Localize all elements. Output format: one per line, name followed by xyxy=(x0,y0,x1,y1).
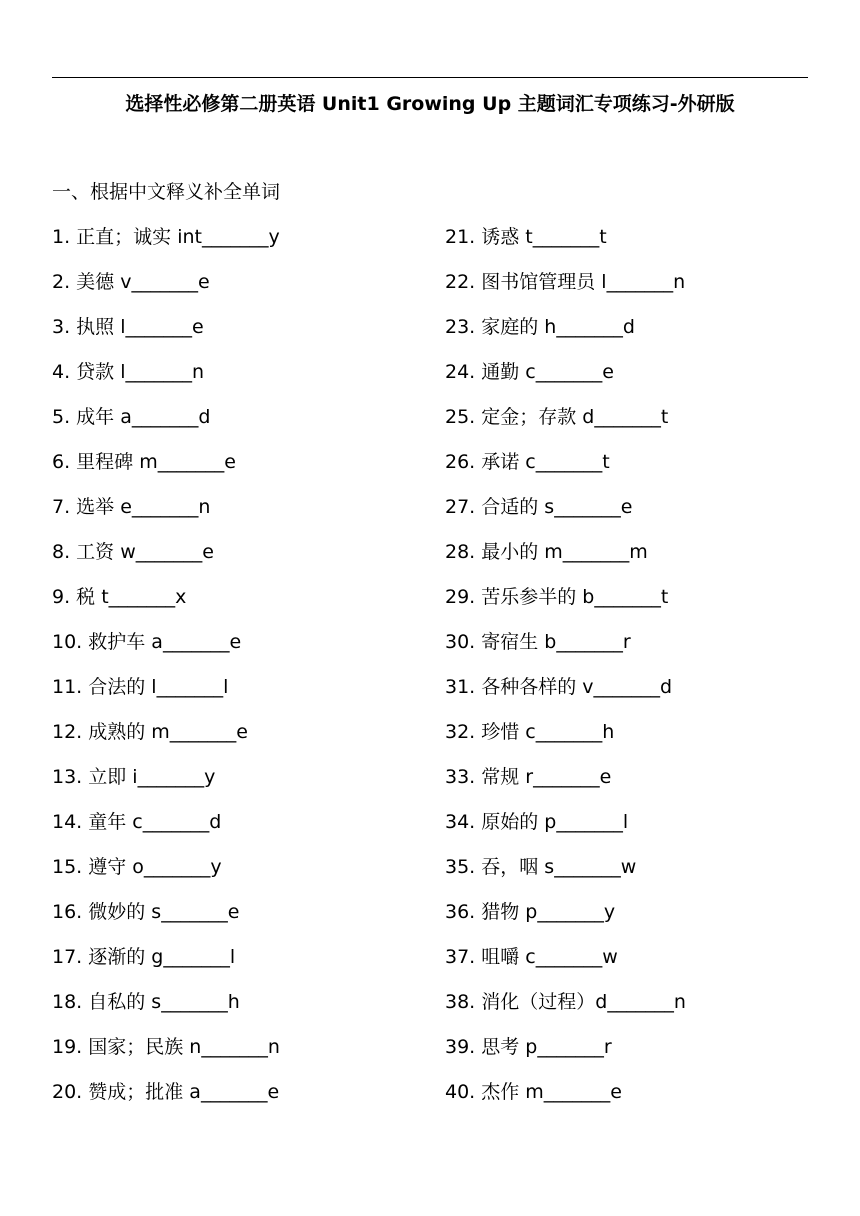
document-title: 选择性必修第二册英语 Unit1 Growing Up 主题词汇专项练习-外研版 xyxy=(125,93,735,115)
header-rule xyxy=(52,77,808,78)
exercise-item: 23. 家庭的 h_______d xyxy=(445,316,635,338)
exercise-item: 7. 选举 e_______n xyxy=(52,496,211,518)
exercise-item: 5. 成年 a_______d xyxy=(52,406,211,428)
exercise-item: 28. 最小的 m_______m xyxy=(445,541,648,563)
exercise-item: 10. 救护车 a_______e xyxy=(52,631,242,653)
exercise-item: 16. 微妙的 s_______e xyxy=(52,901,240,923)
exercise-item: 14. 童年 c_______d xyxy=(52,811,222,833)
exercise-item: 24. 通勤 c_______e xyxy=(445,361,614,383)
exercise-item: 19. 国家；民族 n_______n xyxy=(52,1036,280,1058)
exercise-item: 35. 吞，咽 s_______w xyxy=(445,856,637,878)
exercise-item: 11. 合法的 l_______l xyxy=(52,676,229,698)
section-heading: 一、根据中文释义补全单词 xyxy=(52,181,281,203)
exercise-item: 9. 税 t_______x xyxy=(52,586,187,608)
exercise-item: 36. 猎物 p_______y xyxy=(445,901,616,923)
exercise-item: 34. 原始的 p_______l xyxy=(445,811,629,833)
exercise-column-right xyxy=(445,223,825,1123)
exercise-item: 27. 合适的 s_______e xyxy=(445,496,633,518)
exercise-item: 32. 珍惜 c_______h xyxy=(445,721,615,743)
exercise-item: 1. 正直；诚实 int_______y xyxy=(52,226,280,248)
exercise-item: 29. 苦乐参半的 b_______t xyxy=(445,586,669,608)
exercise-item: 17. 逐渐的 g_______l xyxy=(52,946,236,968)
exercise-item: 40. 杰作 m_______e xyxy=(445,1081,622,1103)
exercise-item: 13. 立即 i_______y xyxy=(52,766,216,788)
exercise-item: 18. 自私的 s_______h xyxy=(52,991,240,1013)
exercise-item: 3. 执照 l_______e xyxy=(52,316,204,338)
exercise-item: 4. 贷款 l_______n xyxy=(52,361,205,383)
exercise-item: 12. 成熟的 m_______e xyxy=(52,721,248,743)
exercise-item: 6. 里程碑 m_______e xyxy=(52,451,236,473)
exercise-item: 21. 诱惑 t_______t xyxy=(445,226,607,248)
exercise-item: 30. 寄宿生 b_______r xyxy=(445,631,631,653)
exercise-column-left xyxy=(52,223,432,1123)
exercise-item: 26. 承诺 c_______t xyxy=(445,451,610,473)
exercise-item: 33. 常规 r_______e xyxy=(445,766,612,788)
exercise-item: 8. 工资 w_______e xyxy=(52,541,214,563)
exercise-item: 38. 消化（过程）d_______n xyxy=(445,991,686,1013)
exercise-item: 25. 定金；存款 d_______t xyxy=(445,406,669,428)
exercise-item: 20. 赞成；批准 a_______e xyxy=(52,1081,280,1103)
exercise-item: 22. 图书馆管理员 l_______n xyxy=(445,271,686,293)
exercise-item: 15. 遵守 o_______y xyxy=(52,856,222,878)
exercise-item: 31. 各种各样的 v_______d xyxy=(445,676,673,698)
exercise-item: 39. 思考 p_______r xyxy=(445,1036,612,1058)
exercise-item: 2. 美德 v_______e xyxy=(52,271,210,293)
exercise-item: 37. 咀嚼 c_______w xyxy=(445,946,618,968)
